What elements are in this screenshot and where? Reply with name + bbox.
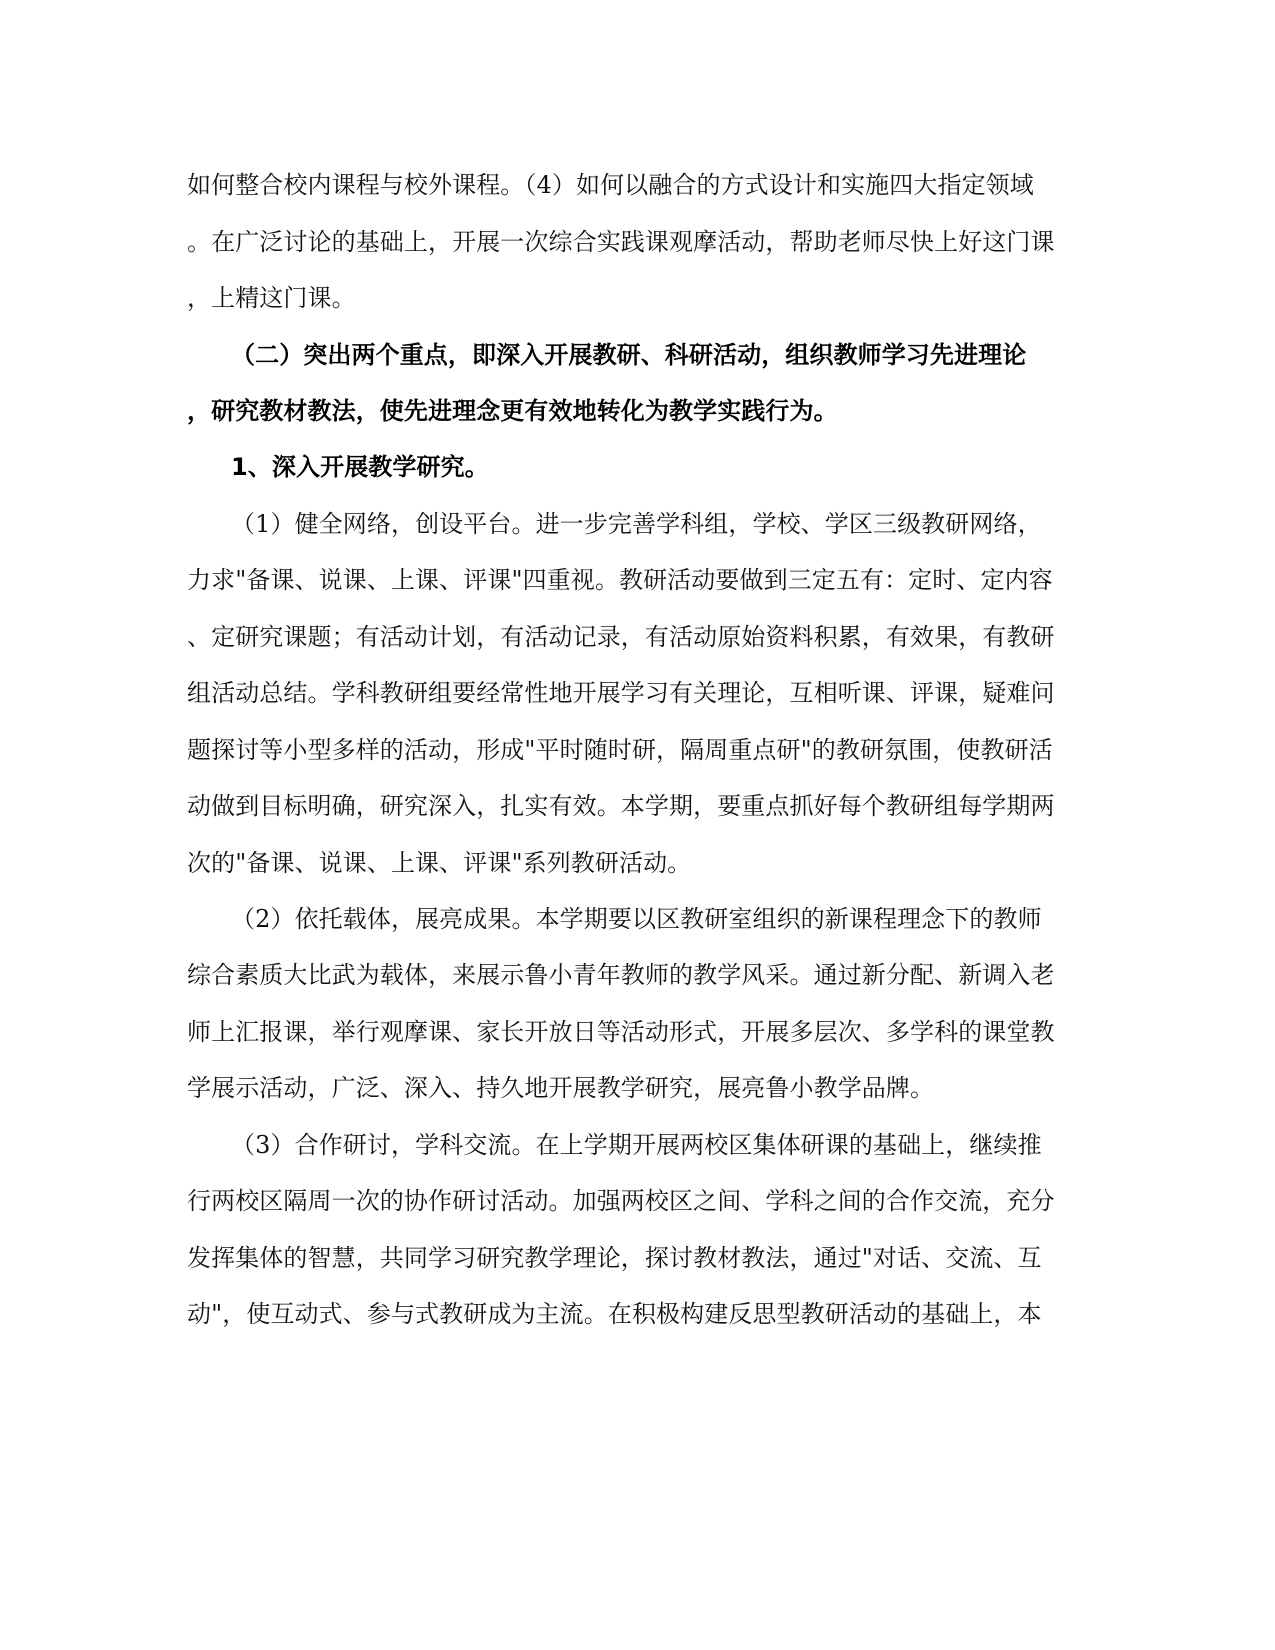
text-line: 学展示活动，广泛、深入、持久地开展教学研究，展亮鲁小教学品牌。 xyxy=(187,1074,935,1102)
text-line: 师上汇报课，举行观摩课、家长开放日等活动形式，开展多层次、多学科的课堂教 xyxy=(187,1018,1055,1046)
text-line: （3）合作研讨，学科交流。在上学期开展两校区集体研课的基础上，继续推 xyxy=(231,1131,1042,1159)
text-line: ，上精这门课。 xyxy=(187,284,356,312)
text-line: （1）健全网络，创设平台。进一步完善学科组，学校、学区三级教研网络， xyxy=(231,510,1042,538)
text-line: 发挥集体的智慧，共同学习研究教学理论，探讨教材教法，通过"对话、交流、互 xyxy=(187,1244,1042,1272)
subsection-heading: 1、深入开展教学研究。 xyxy=(231,453,489,481)
text-line: 动做到目标明确，研究深入，扎实有效。本学期，要重点抓好每个教研组每学期两 xyxy=(187,792,1055,820)
text-line: 次的"备课、说课、上课、评课"系列教研活动。 xyxy=(187,849,692,877)
text-line: （2）依托载体，展亮成果。本学期要以区教研室组织的新课程理念下的教师 xyxy=(231,905,1042,933)
text-line: 组活动总结。学科教研组要经常性地开展学习有关理论，互相听课、评课，疑难问 xyxy=(187,679,1055,707)
text-line: 题探讨等小型多样的活动，形成"平时随时研，隔周重点研"的教研氛围，使教研活 xyxy=(187,736,1053,764)
section-heading-continued: ，研究教材教法，使先进理念更有效地转化为教学实践行为。 xyxy=(187,397,838,425)
text-line: 、定研究课题；有活动计划，有活动记录，有活动原始资料积累，有效果，有教研 xyxy=(187,623,1055,651)
text-line: 行两校区隔周一次的协作研讨活动。加强两校区之间、学科之间的合作交流，充分 xyxy=(187,1187,1055,1215)
text-line: 动"，使互动式、参与式教研成为主流。在积极构建反思型教研活动的基础上，本 xyxy=(187,1300,1042,1328)
text-line: 力求"备课、说课、上课、评课"四重视。教研活动要做到三定五有：定时、定内容 xyxy=(187,566,1053,594)
text-line: 。在广泛讨论的基础上，开展一次综合实践课观摩活动，帮助老师尽快上好这门课 xyxy=(187,228,1055,256)
text-line: 如何整合校内课程与校外课程。（4）如何以融合的方式设计和实施四大指定领域 xyxy=(187,171,1034,199)
text-line: 综合素质大比武为载体，来展示鲁小青年教师的教学风采。通过新分配、新调入老 xyxy=(187,961,1055,989)
section-heading: （二）突出两个重点，即深入开展教研、科研活动，组织教师学习先进理论 xyxy=(231,341,1027,369)
